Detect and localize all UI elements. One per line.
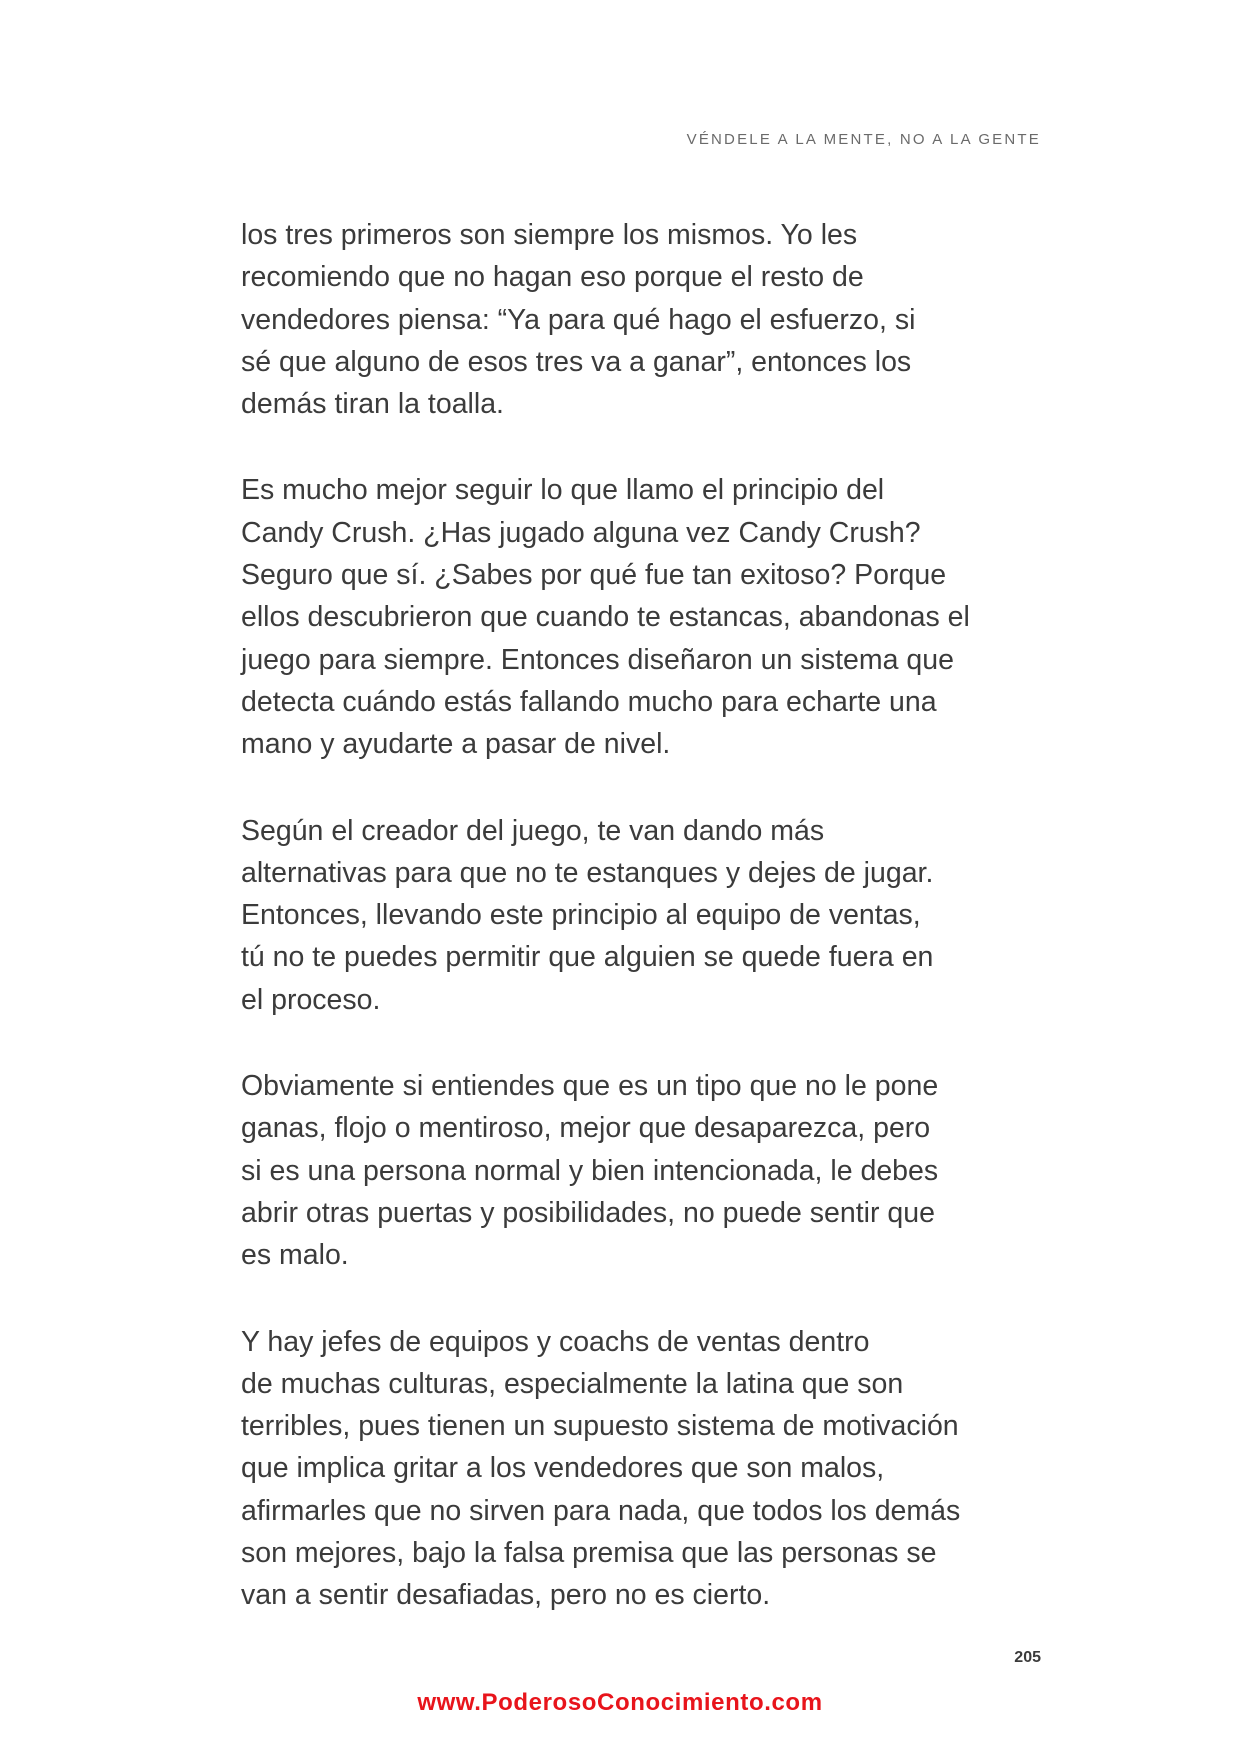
- running-header: VÉNDELE A LA MENTE, NO A LA GENTE: [686, 131, 1041, 148]
- text-line: alternativas para que no te estanques y dejes de jugar.: [241, 856, 934, 889]
- text-line: abrir otras puertas y posibilidades, no puede sentir que: [241, 1196, 935, 1229]
- paragraph: [241, 1321, 1071, 1617]
- text-line: es malo.: [241, 1239, 349, 1272]
- text-line: terribles, pues tienen un supuesto sistema de motivación: [241, 1410, 959, 1443]
- text-line: que implica gritar a los vendedores que son malos,: [241, 1452, 885, 1485]
- text-line: detecta cuándo estás fallando mucho para echarte una: [241, 685, 937, 718]
- text-line: Entonces, llevando este principio al equipo de ventas,: [241, 899, 921, 932]
- text-line: tú no te puedes permitir que alguien se quede fuera en: [241, 941, 934, 974]
- text-line: Obviamente si entiendes que es un tipo que no le pone: [241, 1070, 939, 1103]
- text-line: van a sentir desafiadas, pero no es cierto.: [241, 1579, 771, 1612]
- text-line: si es una persona normal y bien intencionada, le debes: [241, 1154, 939, 1187]
- watermark-link: www.PoderosoConocimiento.com: [417, 1689, 823, 1716]
- text-line: ganas, flojo o mentiroso, mejor que desaparezca, pero: [241, 1112, 931, 1145]
- body-text: [241, 214, 1071, 1661]
- text-line: de muchas culturas, especialmente la latina que son: [241, 1367, 904, 1400]
- text-line: Es mucho mejor seguir lo que llamo el principio del: [241, 474, 885, 507]
- page-number: 205: [1014, 1649, 1041, 1666]
- text-line: vendedores piensa: “Ya para qué hago el esfuerzo, si: [241, 303, 916, 336]
- text-line: Y hay jefes de equipos y coachs de ventas dentro: [241, 1325, 870, 1358]
- text-line: son mejores, bajo la falsa premisa que las personas se: [241, 1537, 937, 1570]
- text-line: los tres primeros son siempre los mismos. Yo les: [241, 219, 858, 251]
- paragraph: [241, 810, 1071, 1021]
- text-line: el proceso.: [241, 983, 381, 1016]
- text-line: demás tiran la toalla.: [241, 388, 504, 421]
- text-line: Seguro que sí. ¿Sabes por qué fue tan exitoso? Porque: [241, 559, 947, 592]
- text-line: Candy Crush. ¿Has jugado alguna vez Candy Crush?: [241, 516, 921, 549]
- text-line: juego para siempre. Entonces diseñaron un sistema que: [241, 643, 954, 676]
- text-line: mano y ayudarte a pasar de nivel.: [241, 728, 671, 761]
- paragraph: [241, 214, 1071, 425]
- text-line: recomiendo que no hagan eso porque el resto de: [241, 261, 864, 294]
- paragraph: [241, 469, 1071, 765]
- text-line: afirmarles que no sirven para nada, que todos los demás: [241, 1494, 961, 1527]
- text-line: sé que alguno de esos tres va a ganar”, entonces los: [241, 345, 912, 378]
- paragraph: [241, 1065, 1071, 1276]
- text-line: Según el creador del juego, te van dando más: [241, 814, 825, 847]
- text-line: ellos descubrieron que cuando te estancas, abandonas el: [241, 601, 970, 634]
